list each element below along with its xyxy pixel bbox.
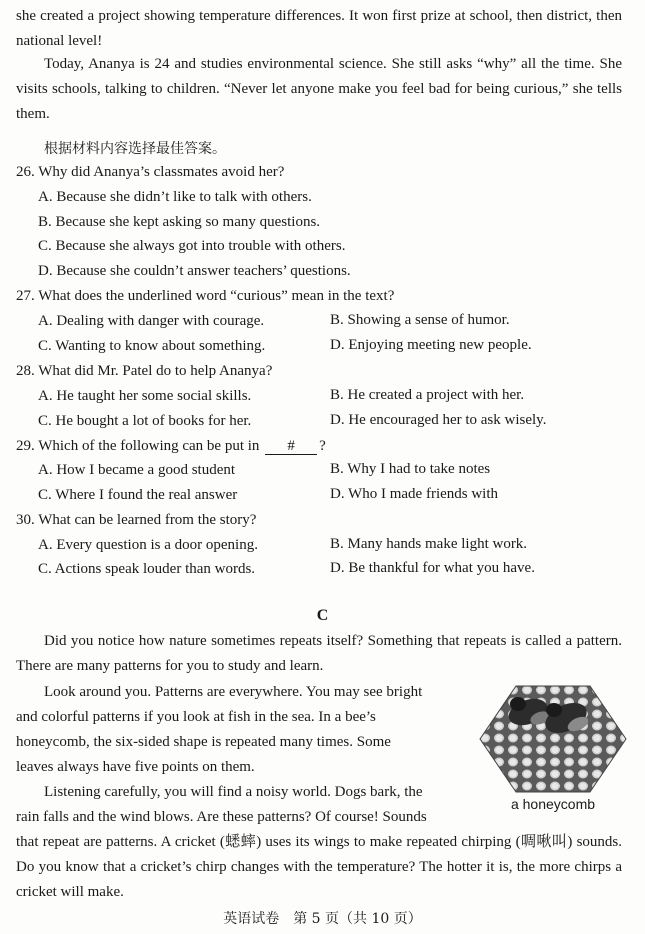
passage-paragraph-end: she created a project showing temperature differences. It won first prize at school, then district, then national level! (16, 8, 622, 49)
passage-paragraph-today: Today, Ananya is 24 and studies environmental science. She still asks “why” all the time. She visits schools, talking to children. “Never let anyone make you feel bad for being curious,” she tells them. (16, 56, 622, 122)
section-c-title: C (316, 607, 329, 624)
question-28-option-a: A. He taught her some social skills. (38, 388, 252, 404)
question-27-option-a: A. Dealing with danger with courage. (38, 313, 265, 329)
question-29-option-d: D. Who I made friends with (330, 486, 499, 502)
question-28-option-c: C. He bought a lot of books for her. (38, 413, 252, 429)
question-27-option-d: D. Enjoying meeting new people. (330, 337, 532, 353)
section-c-paragraph-3-line-2: rain falls and the wind blows. Are these patterns? Of course! Sounds (16, 809, 427, 825)
question-30-option-a: A. Every question is a door opening. (38, 537, 258, 553)
section-c-paragraph-3-line-1: Listening carefully, you will find a noisy world. Dogs bark, the (44, 784, 423, 800)
section-c-paragraph-2-line-3: honeycomb, the six-sided shape is repeated many times. Some (16, 734, 391, 750)
question-26-stem: 26. Why did Ananya’s classmates avoid her? (16, 164, 285, 180)
page-footer: 英语试卷 第 5 页（共 10 页） (223, 911, 422, 927)
question-30-option-c: C. Actions speak louder than words. (38, 561, 256, 577)
question-29-option-a: A. How I became a good student (38, 462, 236, 478)
honeycomb-caption: a honeycomb (510, 796, 596, 812)
question-29-stem (16, 434, 326, 458)
question-27-stem: 27. What does the underlined word “curious” mean in the text? (16, 288, 395, 304)
question-26-option-a: A. Because she didn’t like to talk with others. (38, 189, 312, 205)
question-26-option-d: D. Because she couldn’t answer teachers’ questions. (38, 263, 351, 279)
question-29-question-mark: ? (319, 438, 326, 454)
question-27-option-b: B. Showing a sense of humor. (330, 312, 510, 328)
question-27-option-c: C. Wanting to know about something. (38, 338, 266, 354)
section-c-paragraph-1: Did you notice how nature sometimes repeats itself? Something that repeats is called a pattern. There are many patterns for you to study and learn. (16, 633, 622, 674)
question-30-option-d: D. Be thankful for what you have. (330, 560, 535, 576)
section-c-paragraph-2-line-4: leaves always have five points on them. (16, 759, 255, 775)
question-28-option-b: B. He created a project with her. (330, 387, 525, 403)
question-29-option-b: B. Why I had to take notes (330, 461, 491, 477)
section-c-paragraph-2-line-2: and colorful patterns if you look at fish in the sea. In a bee’s (16, 709, 376, 725)
honeycomb-image (478, 684, 628, 794)
question-30-option-b: B. Many hands make light work. (330, 536, 528, 552)
question-30-stem: 30. What can be learned from the story? (16, 512, 257, 528)
question-28-option-d: D. He encouraged her to ask wisely. (330, 412, 547, 428)
question-26-option-c: C. Because she always got into trouble with others. (38, 238, 346, 254)
question-28-stem: 28. What did Mr. Patel do to help Ananya? (16, 363, 273, 379)
section-c-paragraph-3-rest: that repeat are patterns. A cricket (蟋蟀) uses its wings to make repeated chirping (啁啾叫) sounds. Do you know that a cricket’s chirp changes with the temperature? The hotter it is, the more chirps a cricket will make. (16, 834, 622, 900)
instruction-text: 根据材料内容选择最佳答案。 (44, 141, 226, 157)
question-29-stem-text: 29. Which of the following can be put in (16, 438, 260, 454)
question-26-option-b: B. Because she kept asking so many questions. (38, 214, 321, 230)
question-29-option-c: C. Where I found the real answer (38, 487, 238, 503)
question-29-blank: # (265, 438, 317, 455)
section-c-paragraph-2-line-1: Look around you. Patterns are everywhere. You may see bright (44, 684, 423, 700)
